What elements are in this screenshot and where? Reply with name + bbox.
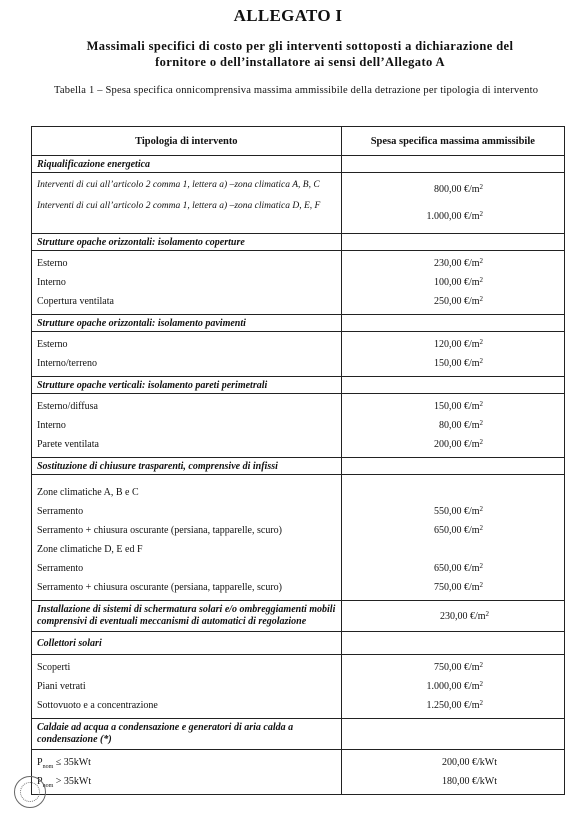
row-value: 250,00 $€/m^2$ [433,295,483,307]
row-label: Esterno [37,339,68,350]
subtitle-line-1: Massimali specifici di costo per gli interventi sottoposti a dichiarazione del [86,39,514,53]
section-header-row [32,632,565,655]
row-value: 200,00 $€/m^2$ [433,438,483,450]
section-body-row [32,332,565,377]
row-label: $P_{nom} > 35kWt$ [37,776,92,789]
row-label: Piani vetrati [37,681,86,692]
row-value: 180,00 €/kWt [442,776,497,787]
section-header-row [32,234,565,251]
section-body-row [32,655,565,719]
row-value: 230,00 $€/m^2$ [439,609,489,622]
row-label: Serramento [37,563,84,574]
section-header-row [32,156,565,173]
section-title: Sostituzione di chiusure trasparenti, comprensive di infissi [32,458,342,475]
seal-stamp [14,776,46,808]
table-caption: Tabella 1 – Spesa specifica onnicomprensiva massima ammissibile della detrazione per tipologia di intervento [54,85,539,96]
cost-table [31,126,565,795]
column-header-max-cost: Spesa specifica massima ammissibile [341,127,564,156]
section-body-row [32,251,565,315]
section-body-row [32,750,565,795]
row-label: Serramento + chiusura oscurante (persiana, tapparelle, scuro) [37,582,282,593]
section-body-row [32,394,565,458]
row-value: 750,00 $€/m^2$ [433,581,483,593]
row-value: 650,00 $€/m^2$ [433,562,483,574]
row-label: Serramento [37,506,84,517]
section-title: Collettori solari [32,632,342,655]
row-label: Zone climatiche D, E ed F [37,544,143,555]
section-header-row [32,377,565,394]
row-label: Interno/terreno [37,358,97,369]
row-label: Interno [37,420,66,431]
row-label: Esterno/diffusa [37,401,98,412]
row-value: 800,00 $€/m^2$ [433,183,483,195]
section-body-row [32,173,565,234]
row-label: Interno [37,277,66,288]
subtitle-line-2: fornitore o dell’installatore ai sensi dell’Allegato A [155,55,445,69]
section-title: Caldaie ad acqua a condensazione e generatori di aria calda a condensazione (*) [32,719,342,750]
section-header-row [32,601,565,632]
row-value: 1.250,00 $€/m^2$ [426,699,483,711]
row-label: Scoperti [37,662,71,673]
section-title: Strutture opache verticali: isolamento pareti perimetrali [32,377,342,394]
section-body-row [32,475,565,601]
section-title: Strutture opache orizzontali: isolamento coperture [32,234,342,251]
row-label: Interventi di cui all’articolo 2 comma 1, lettera a) –zona climatica A, B, C [37,180,320,190]
row-label: $P_{nom} \le 35kWt$ [37,757,91,770]
row-value: 120,00 $€/m^2$ [433,338,483,350]
row-label: Interventi di cui all’articolo 2 comma 1, lettera a) –zona climatica D, E, F [37,201,321,211]
section-title: Installazione di sistemi di schermatura solari e/o ombreggiamenti mobili comprensivi di eventuali meccanismi di automatici di regolazione [32,601,342,632]
section-title: Strutture opache orizzontali: isolamento pavimenti [32,315,342,332]
section-header-row [32,458,565,475]
row-label: Parete ventilata [37,439,99,450]
document-title: ALLEGATO I [233,6,343,25]
section-header-row [32,719,565,750]
row-value: 1.000,00 $€/m^2$ [426,680,483,692]
section-title: Riqualificazione energetica [32,156,342,173]
section-header-row [32,315,565,332]
row-value: 650,00 $€/m^2$ [433,524,483,536]
row-label: Sottovuoto e a concentrazione [37,700,158,711]
row-value: 200,00 €/kWt [442,757,497,768]
row-label: Serramento + chiusura oscurante (persiana, tapparelle, scuro) [37,525,282,536]
row-value: 100,00 $€/m^2$ [433,276,483,288]
row-label: Copertura ventilata [37,296,114,307]
row-value: 80,00 $€/m^2$ [438,419,483,431]
document-subtitle [40,38,560,70]
row-value: 1.000,00 $€/m^2$ [426,210,483,222]
row-value: 230,00 $€/m^2$ [433,257,483,269]
row-label: Esterno [37,258,68,269]
row-value: 150,00 $€/m^2$ [433,400,483,412]
column-header-intervention: Tipologia di intervento [32,127,342,156]
row-value: 750,00 $€/m^2$ [433,661,483,673]
row-value: 150,00 $€/m^2$ [433,357,483,369]
table-header-row [32,127,565,156]
row-label: Zone climatiche A, B e C [37,487,139,498]
row-value: 550,00 $€/m^2$ [433,505,483,517]
